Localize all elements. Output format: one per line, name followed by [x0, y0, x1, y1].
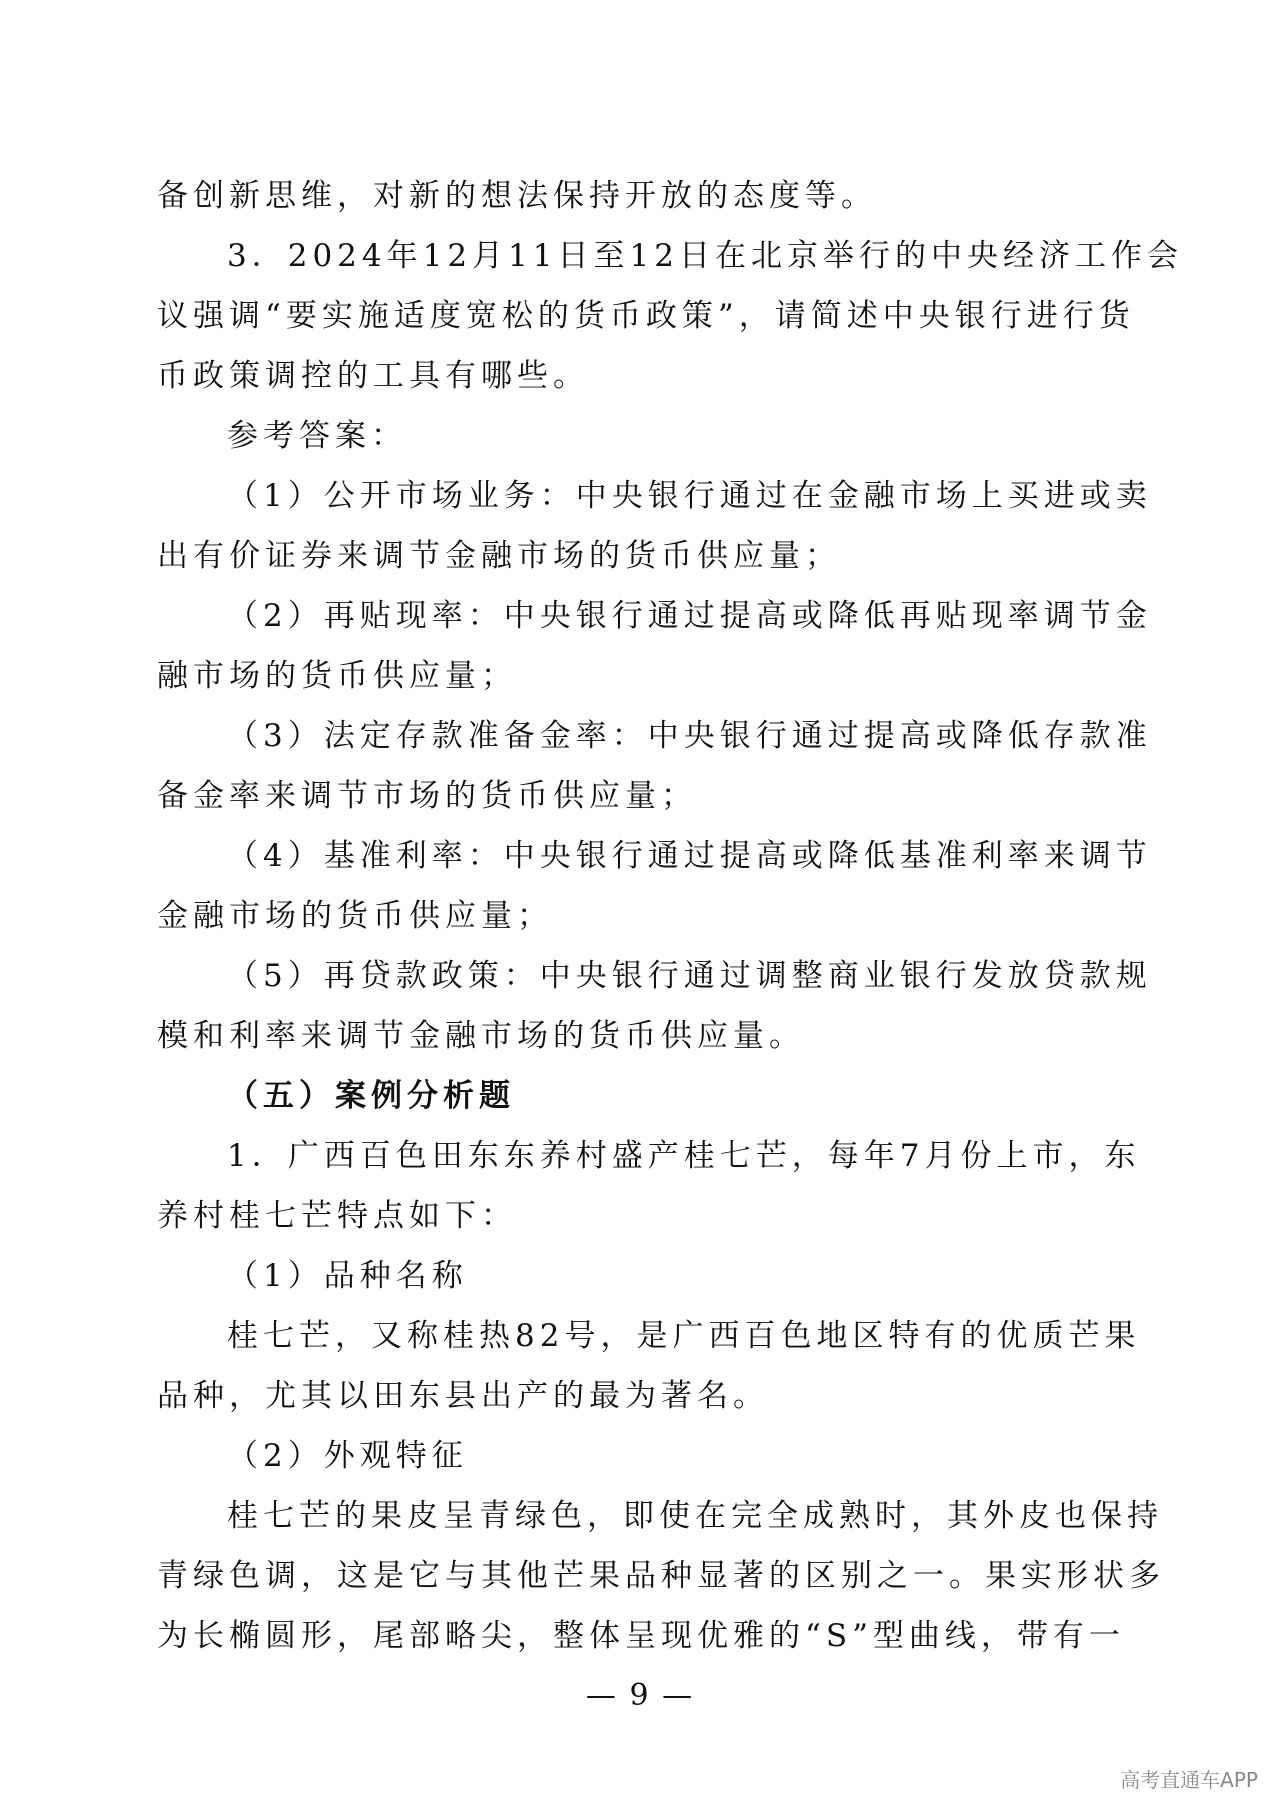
question-3-line: 3．2024年12月11日至12日在北京举行的中央经济工作会 — [227, 238, 1183, 274]
text-line: 议强调“要实施适度宽松的货币政策”，请简述中央银行进行货 — [157, 298, 1135, 334]
subheading-appearance: （2）外观特征 — [227, 1438, 468, 1474]
text-line: 桂七芒的果皮呈青绿色，即使在完全成熟时，其外皮也保持 — [227, 1498, 1163, 1534]
watermark: 高考直通车APP — [1120, 1768, 1258, 1792]
answer-item-4: （4）基准利率：中央银行通过提高或降低基准利率来调节 — [227, 838, 1152, 874]
subheading-variety-name: （1）品种名称 — [227, 1258, 468, 1294]
text-line: 桂七芒，又称桂热82号，是广西百色地区特有的优质芒果 — [227, 1318, 1141, 1354]
text-line: 养村桂七芒特点如下： — [157, 1198, 517, 1234]
text-line: 金融市场的货币供应量； — [157, 898, 553, 934]
answer-item-1: （1）公开市场业务：中央银行通过在金融市场上买进或卖 — [227, 478, 1152, 514]
answer-item-3: （3）法定存款准备金率：中央银行通过提高或降低存款准 — [227, 718, 1152, 754]
text-line: 青绿色调，这是它与其他芒果品种显著的区别之一。果实形状多 — [157, 1558, 1165, 1594]
text-line: 币政策调控的工具有哪些。 — [157, 358, 589, 394]
case-1-line: 1．广西百色田东东养村盛产桂七芒，每年7月份上市，东 — [227, 1138, 1141, 1174]
section-heading: （五）案例分析题 — [227, 1078, 515, 1114]
body-text — [157, 166, 1183, 1666]
text-line: 融市场的货币供应量； — [157, 658, 517, 694]
page-number: — 9 — — [585, 1678, 695, 1713]
text-line: 出有价证券来调节金融市场的货币供应量； — [157, 538, 841, 574]
text-line: 品种，尤其以田东县出产的最为著名。 — [157, 1378, 769, 1414]
text-line: 备创新思维，对新的想法保持开放的态度等。 — [157, 178, 877, 214]
text-line: 模和利率来调节金融市场的货币供应量。 — [157, 1018, 805, 1054]
answer-item-2: （2）再贴现率：中央银行通过提高或降低再贴现率调节金 — [227, 598, 1152, 634]
text-line: 为长椭圆形，尾部略尖，整体呈现优雅的“S”型曲线，带有一 — [157, 1618, 1125, 1654]
text-line: 备金率来调节市场的货币供应量； — [157, 778, 697, 814]
answer-item-5: （5）再贷款政策：中央银行通过调整商业银行发放贷款规 — [227, 958, 1152, 994]
answer-heading: 参考答案： — [227, 418, 407, 454]
